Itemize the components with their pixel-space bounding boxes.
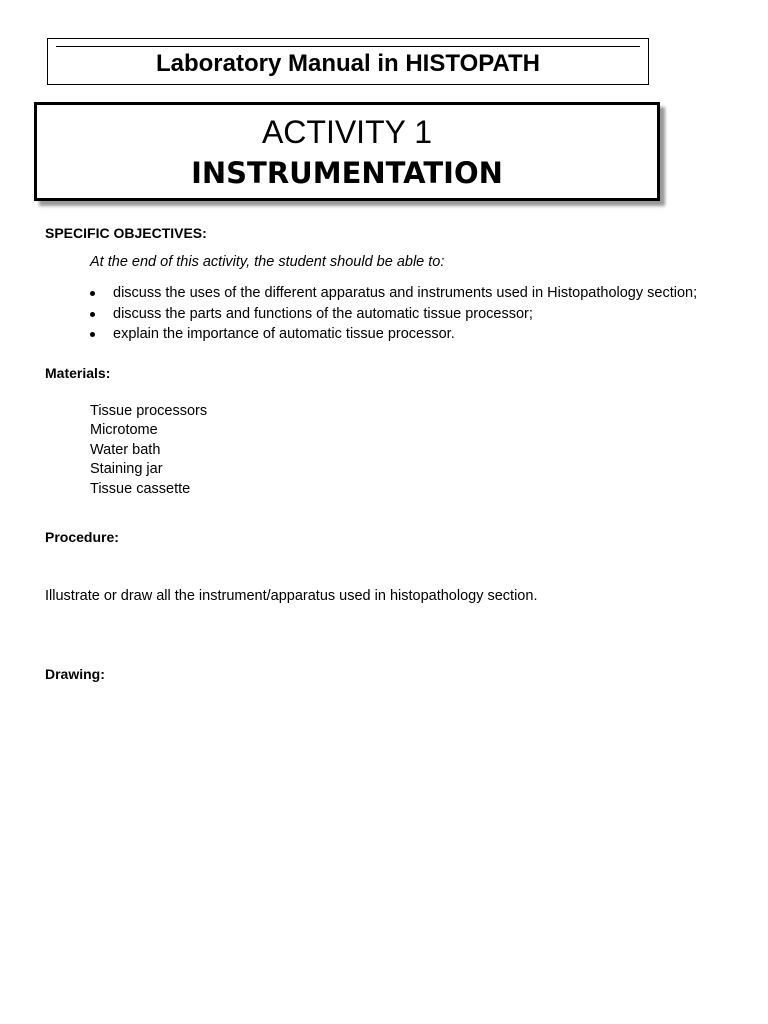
procedure-text: Illustrate or draw all the instrument/apparatus used in histopathology section.	[45, 588, 538, 604]
list-item: Tissue cassette	[90, 481, 191, 497]
bullet-icon	[90, 291, 95, 296]
activity-title: INSTRUMENTATION	[191, 156, 503, 190]
objective-text: explain the importance of automatic tissue processor.	[113, 326, 455, 342]
list-item: Microtome	[90, 422, 158, 438]
activity-title-box	[34, 102, 660, 201]
objectives-heading: SPECIFIC OBJECTIVES:	[45, 225, 207, 241]
list-item: Water bath	[90, 442, 161, 458]
manual-title: Laboratory Manual in HISTOPATH	[155, 50, 541, 77]
procedure-heading: Procedure:	[45, 529, 119, 545]
objective-text: discuss the parts and functions of the automatic tissue processor;	[113, 306, 533, 322]
objective-text: discuss the uses of the different apparatus and instruments used in Histopathology section;	[113, 285, 698, 301]
manual-header-box	[47, 38, 649, 85]
bullet-icon	[90, 332, 95, 337]
drawing-heading: Drawing:	[45, 666, 105, 682]
header-top-rule	[56, 46, 640, 47]
objectives-intro: At the end of this activity, the student should be able to:	[90, 254, 445, 270]
list-item: Staining jar	[90, 461, 163, 477]
list-item: Tissue processors	[90, 403, 208, 419]
materials-heading: Materials:	[45, 365, 111, 381]
activity-number: ACTIVITY 1	[261, 114, 433, 150]
bullet-icon	[90, 312, 95, 317]
